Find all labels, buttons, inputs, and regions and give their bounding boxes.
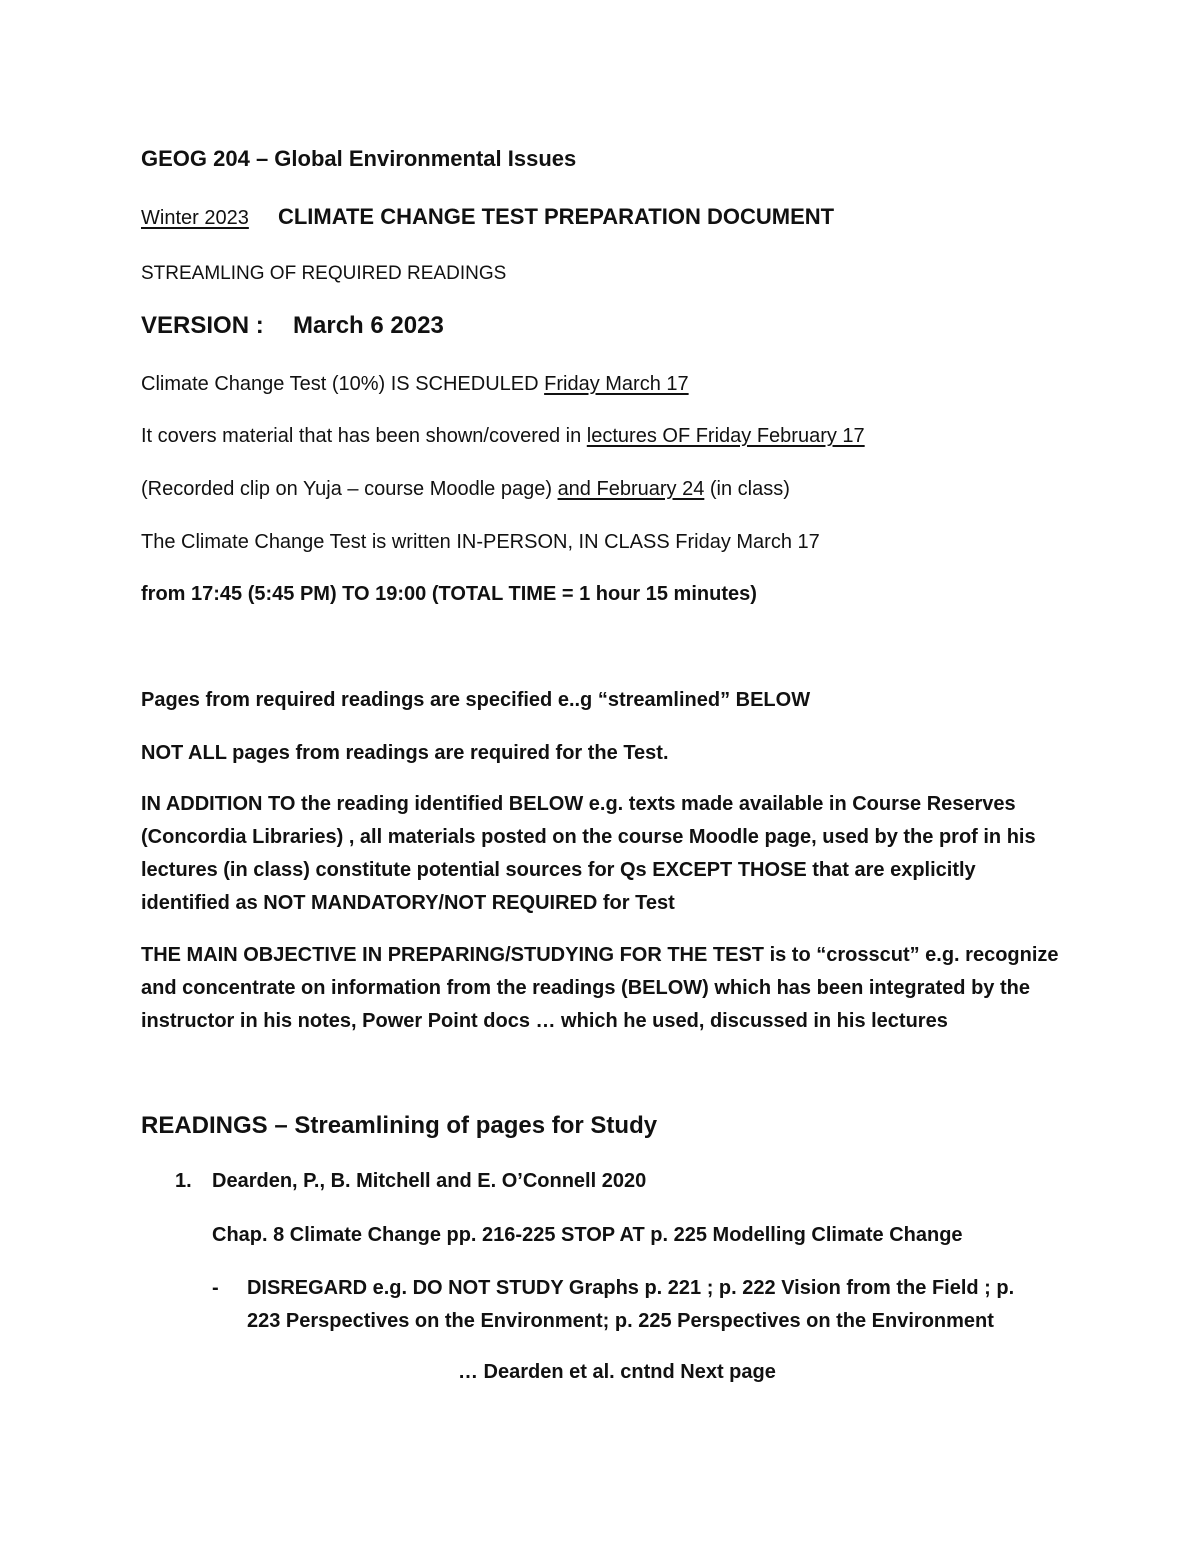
paragraph-line: THE MAIN OBJECTIVE IN PREPARING/STUDYING FOR THE TEST is to “crosscut” e.g. recognize xyxy=(141,944,1059,966)
term-label: Winter 2023 xyxy=(141,207,249,229)
pages-specified-note: Pages from required readings are specified e..g “streamlined” BELOW xyxy=(141,689,811,711)
bullet-dash: - xyxy=(212,1277,219,1299)
paragraph-line: instructor in his notes, Power Point docs … which he used, discussed in his lectures xyxy=(141,1010,948,1032)
february-24-link: and February 24 xyxy=(557,478,705,500)
paragraph-line: (Concordia Libraries) , all materials posted on the course Moodle page, used by the prof in his xyxy=(141,826,1036,848)
addition-paragraph xyxy=(141,788,1066,920)
objective-paragraph xyxy=(141,939,1066,1038)
in-class-text: (in class) xyxy=(704,478,790,500)
readings-heading: READINGS – Streamlining of pages for Study xyxy=(141,1112,658,1139)
schedule-text: Climate Change Test (10%) IS SCHEDULED xyxy=(141,373,545,395)
paragraph-line: 223 Perspectives on the Environment; p. 225 Perspectives on the Environment xyxy=(247,1310,994,1332)
lecture-date-link: lectures OF Friday February 17 xyxy=(586,425,865,447)
paragraph-line: and concentrate on information from the readings (BELOW) which has been integrated by the xyxy=(141,977,1030,999)
paragraph-line: DISREGARD e.g. DO NOT STUDY Graphs p. 221 ; p. 222 Vision from the Field ; p. xyxy=(247,1277,1015,1299)
paragraph-line: lectures (in class) constitute potential sources for Qs EXCEPT THOSE that are explicitly xyxy=(141,859,976,881)
disregard-note xyxy=(247,1272,1172,1338)
schedule-line-5: from 17:45 (5:45 PM) TO 19:00 (TOTAL TIME = 1 hour 15 minutes) xyxy=(141,583,757,605)
reading-citation: Dearden, P., B. Mitchell and E. O’Connell 2020 xyxy=(212,1170,647,1192)
list-item-number: 1. xyxy=(175,1170,192,1192)
not-all-pages-note: NOT ALL pages from readings are required for the Test. xyxy=(141,742,669,764)
paragraph-line: IN ADDITION TO the reading identified BELOW e.g. texts made available in Course Reserves xyxy=(141,793,1016,815)
recorded-clip-text: (Recorded clip on Yuja – course Moodle page) xyxy=(141,478,558,500)
paragraph-line: identified as NOT MANDATORY/NOT REQUIRED for Test xyxy=(141,892,675,914)
schedule-line-4: The Climate Change Test is written IN-PERSON, IN CLASS Friday March 17 xyxy=(141,531,820,553)
schedule-line-1 xyxy=(141,372,689,396)
document-title: CLIMATE CHANGE TEST PREPARATION DOCUMENT xyxy=(277,204,835,229)
course-title: GEOG 204 – Global Environmental Issues xyxy=(141,146,577,171)
document-subtitle: STREAMLING OF REQUIRED READINGS xyxy=(141,263,507,284)
continued-next-page: … Dearden et al. cntnd Next page xyxy=(458,1361,776,1383)
test-date-link: Friday March 17 xyxy=(544,373,689,395)
version-date: March 6 2023 xyxy=(293,312,444,339)
version-label: VERSION : xyxy=(141,312,264,339)
schedule-line-3 xyxy=(141,477,790,501)
version-row xyxy=(141,314,444,338)
coverage-text: It covers material that has been shown/covered in xyxy=(141,425,587,447)
schedule-line-2 xyxy=(141,424,865,448)
reading-chapter: Chap. 8 Climate Change pp. 216-225 STOP AT p. 225 Modelling Climate Change xyxy=(212,1224,963,1246)
term-and-title-row xyxy=(141,205,834,230)
